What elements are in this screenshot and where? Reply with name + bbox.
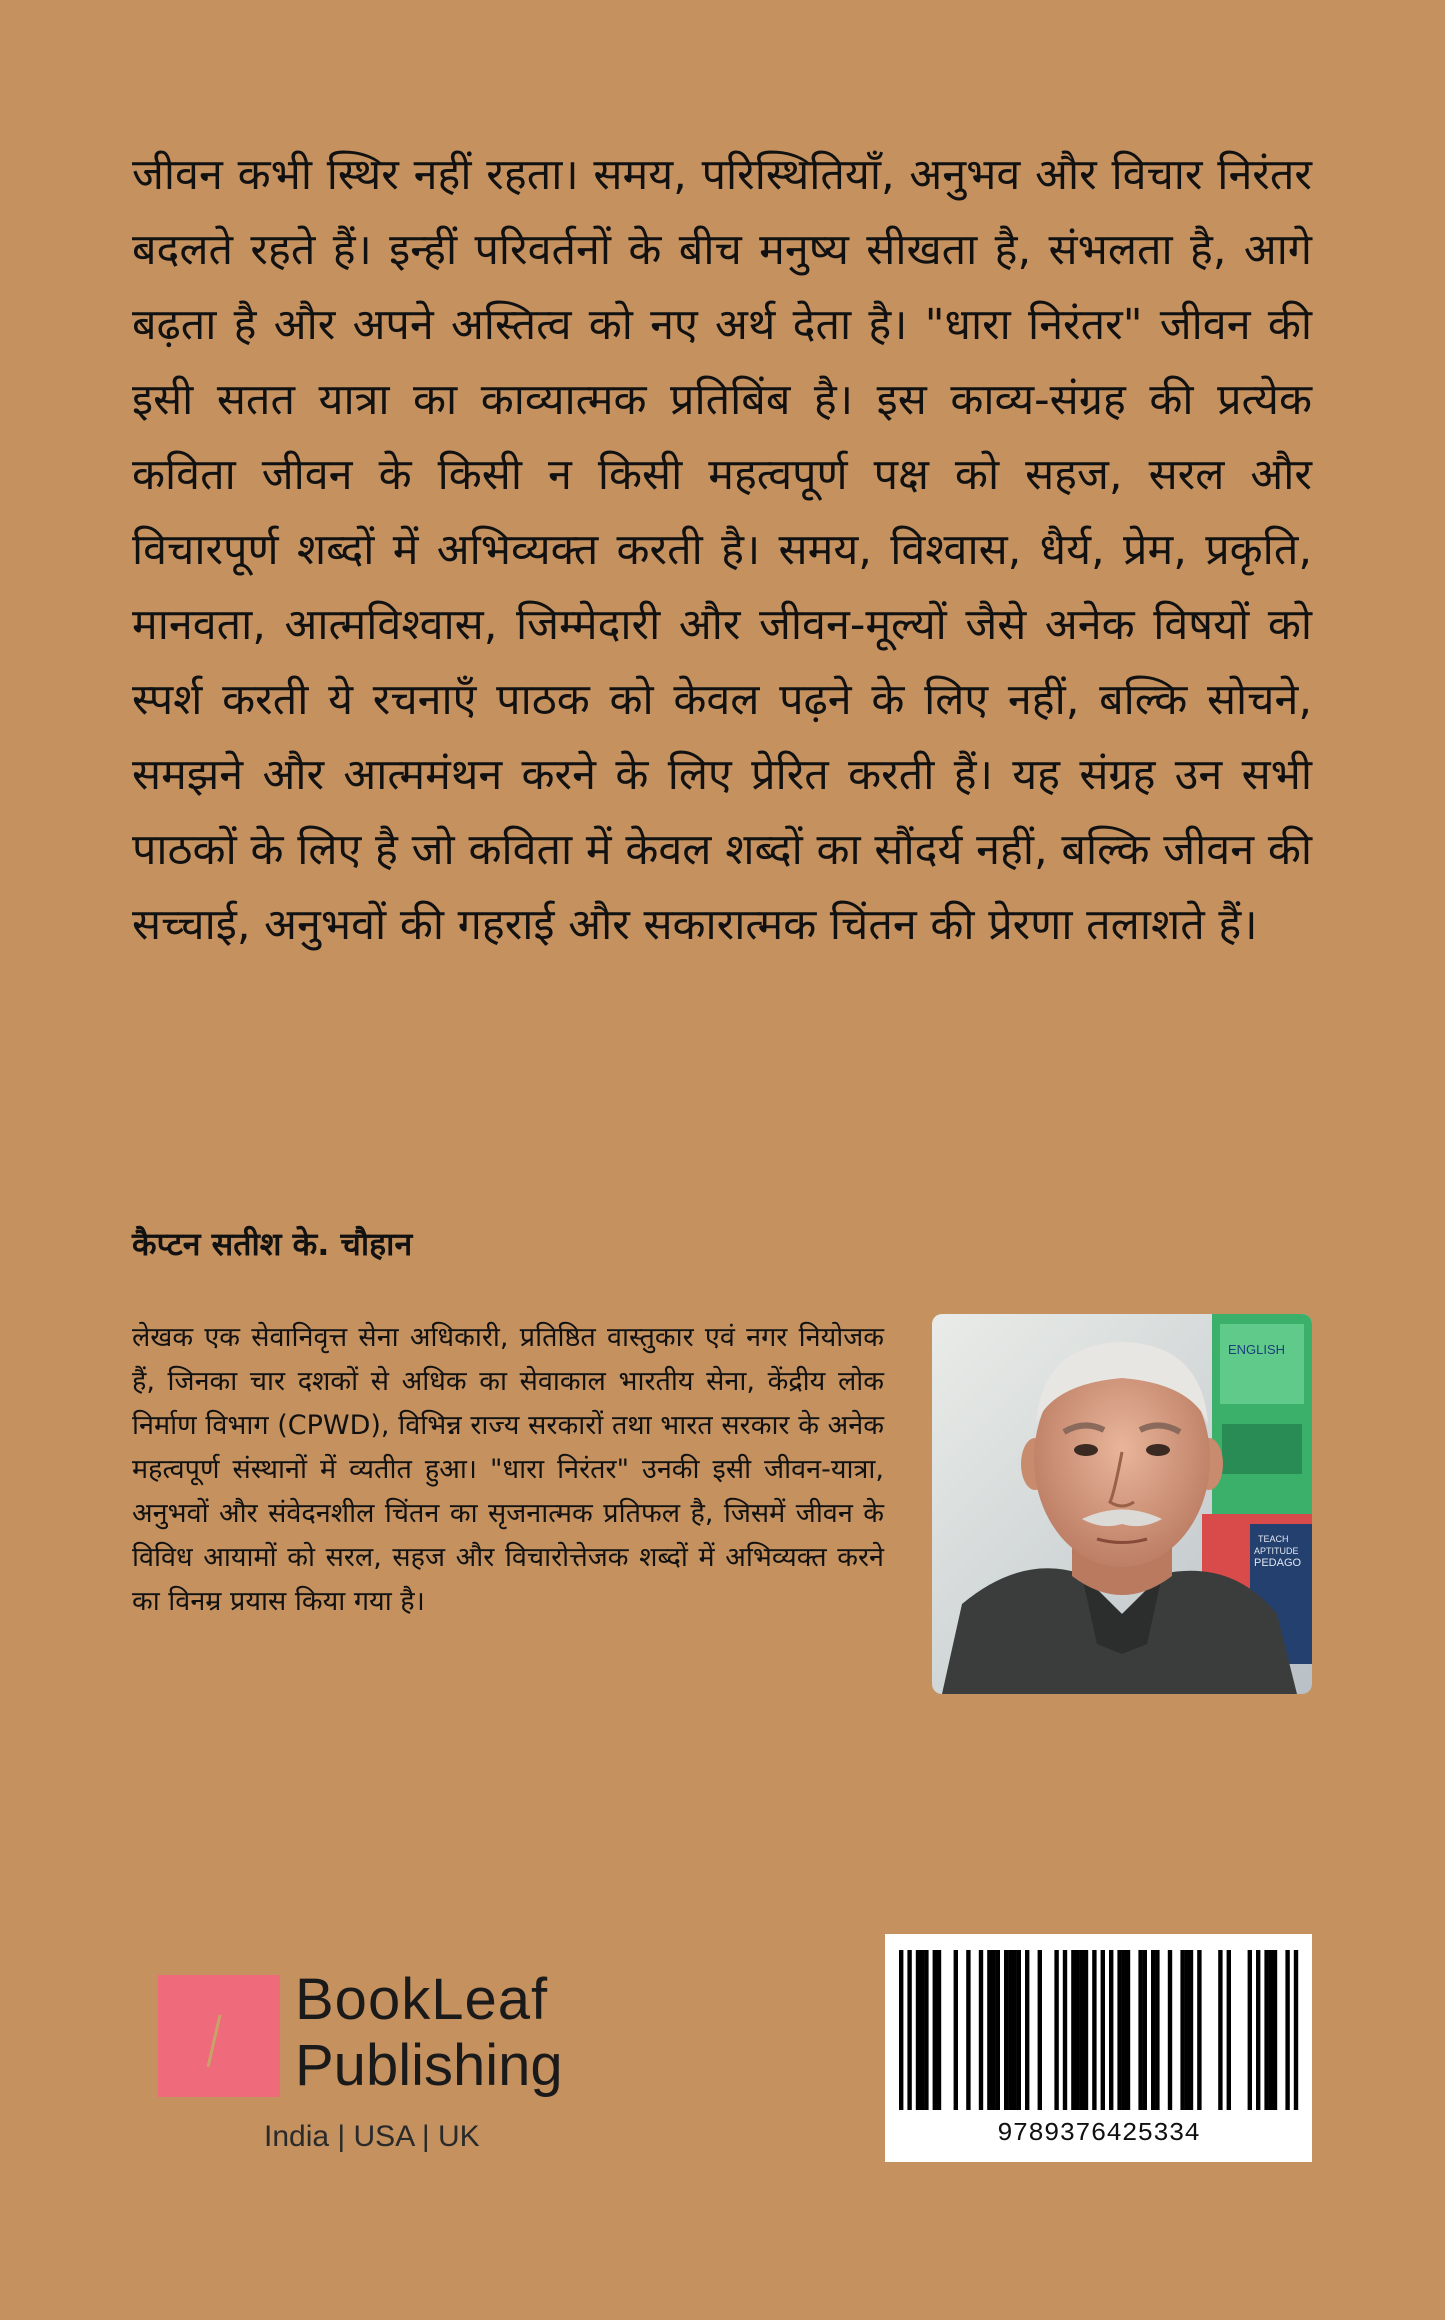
barcode-bar (1256, 1950, 1260, 2110)
barcode-bar (1025, 1950, 1029, 2110)
barcode-bars (885, 1934, 1312, 2114)
barcode-bar (907, 1950, 911, 2110)
barcode-bar (916, 1950, 920, 2110)
barcode-bar (1189, 1950, 1193, 2110)
barcode-bar (1273, 1950, 1277, 2110)
barcode-bar (1138, 1950, 1142, 2110)
barcode-bar (1155, 1950, 1159, 2110)
barcode-bar (1109, 1950, 1113, 2110)
back-cover-blurb: जीवन कभी स्थिर नहीं रहता। समय, परिस्थितियाँ, अनुभव और विचार निरंतर बदलते रहते हैं। इन्हीं परिवर्तनों के बीच मनुष्य सीखता है, संभलता है, आगे बढ़ता है और अपने अस्तित्व को नए अर्थ देता है। "धारा निरंतर" जीवन की इसी सतत यात्रा का काव्यात्मक प्रतिबिंब है। इस काव्य-संग्रह की प्रत्येक कविता जीवन के किसी न किसी महत्वपूर्ण पक्ष को सहज, सरल और विचारपूर्ण शब्दों में अभिव्यक्त करती है। समय, विश्वास, धैर्य, प्रेम, प्रकृति, मानवता, आत्मविश्वास, जिम्मेदारी और जीवन-मूल्यों जैसे अनेक विषयों को स्पर्श करती ये रचनाएँ पाठक को केवल पढ़ने के लिए नहीं, बल्कि सोचने, समझने और आत्ममंथन करने के लिए प्रेरित करती हैं। यह संग्रह उन सभी पाठकों के लिए है जो कविता में केवल शब्दों का सौंदर्य नहीं, बल्कि जीवन की सच्चाई, अनुभवों की गहराई और सकारात्मक चिंतन की प्रेरणा तलाशते हैं। (132, 150, 1312, 950)
barcode-bar (954, 1950, 958, 2110)
barcode-bar (1185, 1950, 1189, 2110)
barcode-bar (1294, 1950, 1298, 2110)
barcode-bar (1004, 1950, 1008, 2110)
barcode-bar (924, 1950, 928, 2110)
barcode-bar (933, 1950, 937, 2110)
barcode-bar (1084, 1950, 1088, 2110)
barcode-bar (937, 1950, 941, 2110)
barcode-bar (1122, 1950, 1126, 2110)
book-spine-text: ENGLISH (1228, 1342, 1286, 1357)
barcode-bar (987, 1950, 991, 2110)
barcode-bar (996, 1950, 1000, 2110)
barcode-bar (1038, 1950, 1042, 2110)
isbn-barcode (885, 1934, 1312, 2162)
barcode-bar (1285, 1950, 1289, 2110)
barcode-bar (1269, 1950, 1273, 2110)
book-cover-text: TEACH (1258, 1534, 1289, 1544)
barcode-bar (920, 1950, 924, 2110)
barcode-bar (1227, 1950, 1231, 2110)
barcode-bar (966, 1950, 970, 2110)
barcode-bar (1168, 1950, 1172, 2110)
barcode-bar (1101, 1950, 1105, 2110)
isbn-number: 9789376425334 (997, 2118, 1200, 2148)
barcode-bar (979, 1950, 983, 2110)
barcode-bar (899, 1950, 903, 2110)
barcode-bar (1008, 1950, 1012, 2110)
barcode-bar (1197, 1950, 1201, 2110)
barcode-bar (1248, 1950, 1252, 2110)
barcode-bar (1092, 1950, 1096, 2110)
barcode-bar (1080, 1950, 1084, 2110)
author-photo (932, 1314, 1312, 1694)
barcode-bar (1117, 1950, 1121, 2110)
barcode-bar (1151, 1950, 1155, 2110)
barcode-bar (1180, 1950, 1184, 2110)
book-cover-text: PEDAGO (1254, 1557, 1302, 1569)
author-name: कैप्टन सतीश के. चौहान (132, 1225, 413, 1263)
barcode-bar (1075, 1950, 1079, 2110)
barcode-bar (1012, 1950, 1016, 2110)
leaf-logo-icon (158, 1975, 280, 2097)
barcode-bar (991, 1950, 995, 2110)
publisher-name-line1: BookLeaf (295, 1967, 549, 2032)
publisher-logo (158, 1967, 638, 2170)
barcode-bar (1054, 1950, 1058, 2110)
author-bio: लेखक एक सेवानिवृत्त सेना अधिकारी, प्रतिष्ठित वास्तुकार एवं नगर नियोजक हैं, जिनका चार दशकों से अधिक का सेवाकाल भारतीय सेना, केंद्रीय लोक निर्माण विभाग (CPWD), विभिन्न राज्य सरकारों तथा भारत सरकार के अनेक महत्वपूर्ण संस्थानों में व्यतीत हुआ। "धारा निरंतर" उनकी इसी जीवन-यात्रा, अनुभवों और संवेदनशील चिंतन का सृजनात्मक प्रतिफल है, जिसमें जीवन के विविध आयामों को सरल, सहज और विचारोत्तेजक शब्दों में अभिव्यक्त करने का विनम्र प्रयास किया गया है। (132, 1322, 884, 1617)
barcode-bar (1071, 1950, 1075, 2110)
barcode-bar (1264, 1950, 1268, 2110)
publisher-regions: India | USA | UK (264, 2120, 480, 2153)
barcode-bar (1126, 1950, 1130, 2110)
publisher-name-line2: Publishing (295, 2033, 563, 2098)
barcode-bar (1143, 1950, 1147, 2110)
barcode-bar (1218, 1950, 1222, 2110)
barcode-bar (1063, 1950, 1067, 2110)
barcode-bar (1017, 1950, 1021, 2110)
book-cover-text: APTITUDE (1254, 1546, 1299, 1556)
